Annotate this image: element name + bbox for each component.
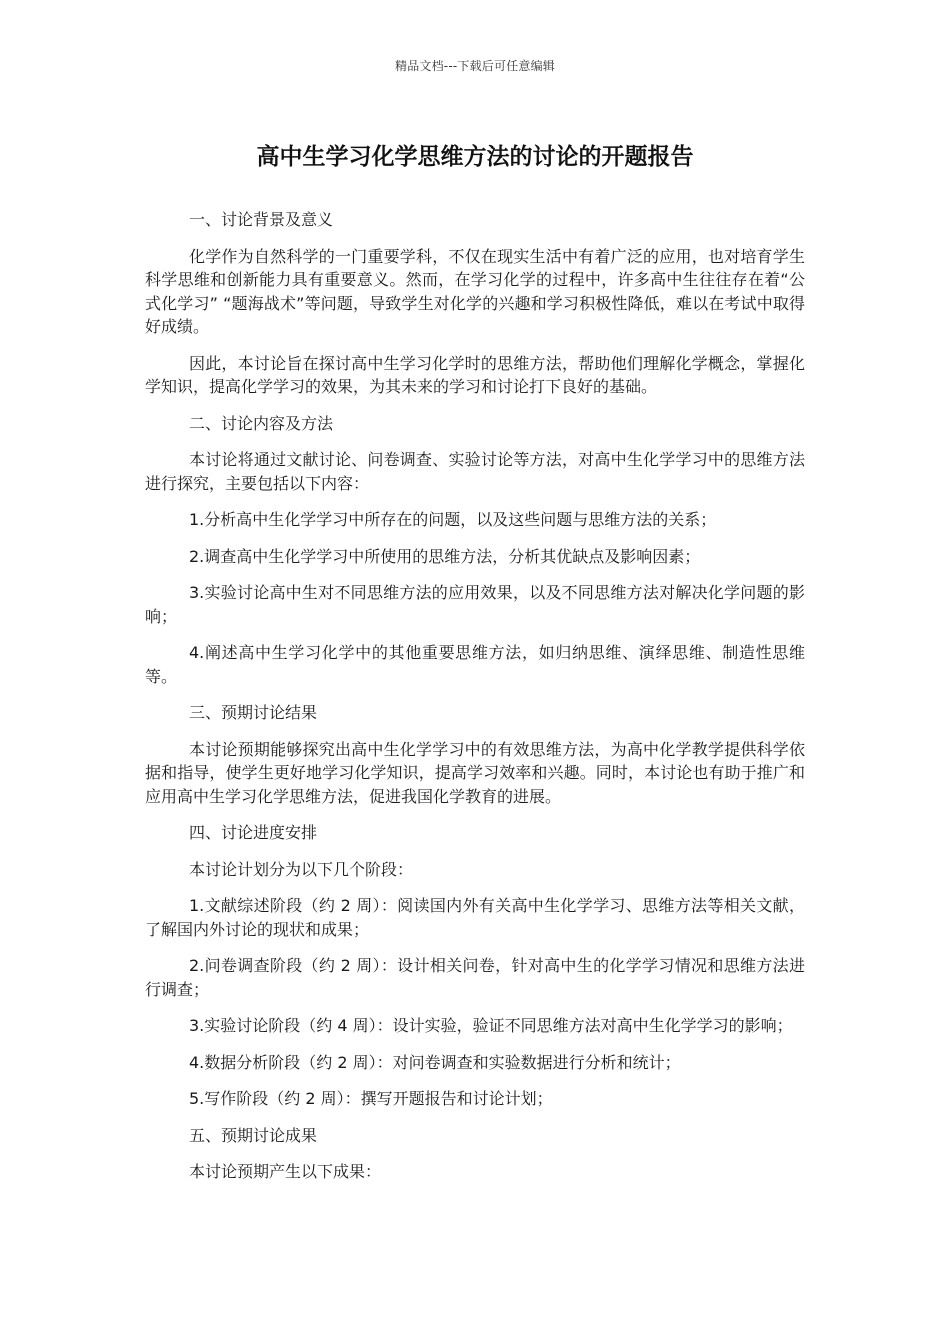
list-item-schedule-4: 4.数据分析阶段（约 2 周）：对问卷调查和实验数据进行分析和统计； (189, 1052, 681, 1072)
list-item-schedule-1: 1.文献综述阶段（约 2 周）：阅读国内外有关高中生化学学习、思维方法等相关文献，了解国内外讨论的现状和成果； (145, 896, 805, 939)
paragraph-schedule-intro: 本讨论计划分为以下几个阶段： (189, 859, 414, 879)
section-heading-content-methods: 二、讨论内容及方法 (189, 413, 334, 433)
section-heading-expected-results: 三、预期讨论结果 (189, 703, 318, 722)
paragraph-methods-intro: 本讨论将通过文献讨论、问卷调查、实验讨论等方法，对高中生化学学习中的思维方法进行探究，主要包括以下内容： (145, 450, 805, 493)
list-item-schedule-2: 2.问卷调查阶段（约 2 周）：设计相关问卷，针对高中生的化学学习情况和思维方法进行调查； (145, 956, 805, 999)
paragraph-purpose: 因此，本讨论旨在探讨高中生学习化学时的思维方法，帮助他们理解化学概念，掌握化学知识，提高化学学习的效果，为其未来的学习和讨论打下良好的基础。 (145, 353, 805, 396)
list-item-content-4: 4.阐述高中生学习化学中的其他重要思维方法，如归纳思维、演绎思维、制造性思维等。 (145, 643, 805, 686)
section-heading-expected-outcomes: 五、预期讨论成果 (189, 1125, 318, 1145)
paragraph-outcomes-intro: 本讨论预期产生以下成果： (189, 1162, 382, 1181)
document-body (145, 208, 805, 1197)
list-item-schedule-5: 5.写作阶段（约 2 周）：撰写开题报告和讨论计划； (189, 1089, 553, 1108)
section-heading-schedule: 四、讨论进度安排 (189, 823, 318, 842)
list-item-content-3: 3.实验讨论高中生对不同思维方法的应用效果，以及不同思维方法对解决化学问题的影响； (145, 583, 805, 626)
document-title: 高中生学习化学思维方法的讨论的开题报告 (256, 144, 694, 170)
header-note: 精品文档---下载后可任意编辑 (395, 59, 555, 73)
list-item-content-2: 2.调查高中生化学学习中所使用的思维方法，分析其优缺点及影响因素； (189, 546, 701, 566)
list-item-content-1: 1.分析高中生化学学习中所存在的问题，以及这些问题与思维方法的关系； (189, 510, 717, 529)
paragraph-expected-results: 本讨论预期能够探究出高中生化学学习中的有效思维方法，为高中化学教学提供科学依据和指导，使学生更好地学习化学知识，提高学习效率和兴趣。同时，本讨论也有助于推广和应用高中生学习化学思维方法，促进我国化学教育的进展。 (145, 739, 805, 806)
section-heading-background: 一、讨论背景及意义 (189, 210, 334, 229)
list-item-schedule-3: 3.实验讨论阶段（约 4 周）：设计实验，验证不同思维方法对高中生化学学习的影响； (189, 1016, 793, 1035)
paragraph-background: 化学作为自然科学的一门重要学科，不仅在现实生活中有着广泛的应用，也对培育学生科学思维和创新能力具有重要意义。然而，在学习化学的过程中，许多高中生往往存在着“公式化学习” “题海战术”等问题，导致学生对化学的兴趣和学习积极性降低，难以在考试中取得好成绩。 (145, 246, 805, 336)
